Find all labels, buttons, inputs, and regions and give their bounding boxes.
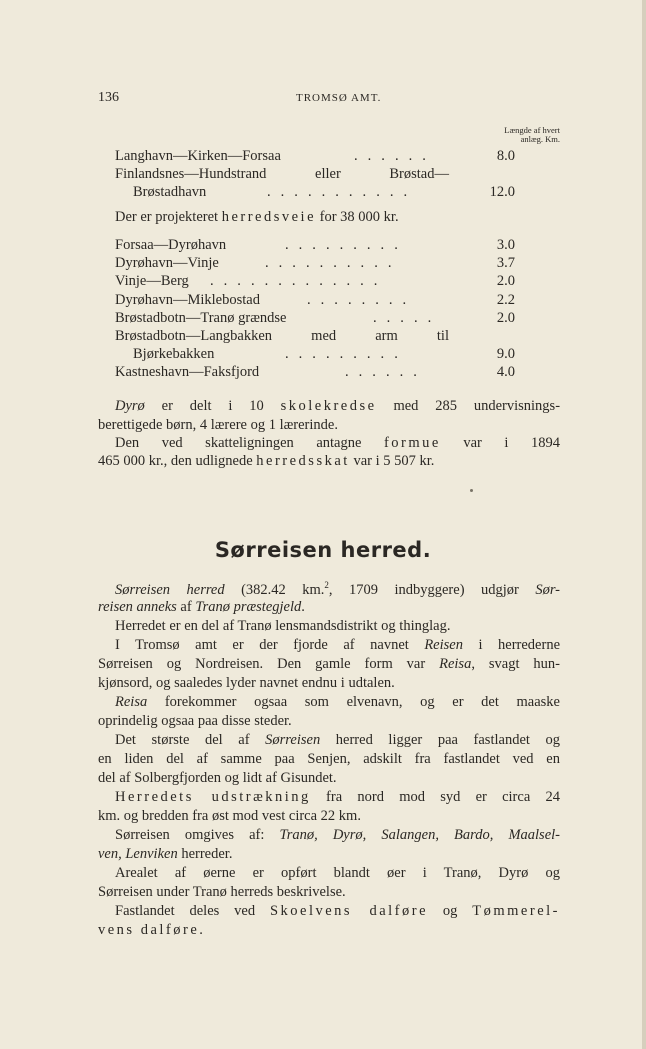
projected-text-post: for 38 000 kr.	[319, 209, 399, 225]
body-line: kjønsord, og saaledes lyder navnet endnu i udtalen.	[98, 675, 395, 691]
route-length: 8.0	[496, 148, 515, 164]
table-row	[115, 310, 515, 328]
text: reisen anneks	[98, 599, 177, 615]
text: herreder.	[181, 846, 233, 862]
body-line: oprindelig ogsaa paa disse steder.	[98, 713, 292, 729]
text: Tranø, Dyrø, Salangen, Bardo, Maalsel-	[279, 827, 560, 843]
body-line	[115, 903, 560, 922]
table-row	[115, 328, 515, 346]
body-line: km. og bredden fra øst mod vest circa 22 km.	[98, 808, 361, 824]
spaced-term: vens dalføre	[98, 922, 200, 938]
body-line	[115, 580, 560, 599]
road-table-a	[115, 148, 515, 203]
route-label: Bjørkebakken	[133, 346, 215, 363]
text: I Tromsø amt er der fjorde af navnet	[115, 637, 409, 653]
column-header-line2: anlæg. Km.	[520, 134, 560, 144]
leader-dots: . . . . . . . . . . . . .	[210, 273, 381, 290]
route-label: Langhavn—Kirken—Forsaa	[115, 148, 281, 164]
route-length: 12.0	[489, 184, 515, 201]
route-label: Vinje—Berg	[115, 273, 189, 290]
route-label: Brøstadbotn—Langbakken med arm til	[115, 327, 449, 344]
table-row	[115, 148, 515, 166]
route-label: Dyrøhavn—Miklebostad	[115, 291, 260, 308]
route-label: Finlandsnes—Hundstrand eller Brøstad—	[115, 166, 449, 183]
text: .	[199, 922, 203, 938]
dyro-line-2: berettigede børn, 4 lærere og 1 lærerinde.	[98, 417, 338, 433]
spaced-term: Tømmerel-	[472, 903, 560, 919]
text: Sørreisen	[265, 732, 321, 748]
text: Sør-	[535, 581, 561, 598]
text: (382.42 km.	[241, 581, 325, 598]
text: forekommer ogsaa som elvenavn, og er det maaske	[164, 694, 560, 710]
page-header	[98, 90, 558, 110]
body-line	[115, 827, 560, 846]
route-length: 9.0	[496, 346, 515, 363]
route-label: Forsaa—Dyrøhavn	[115, 237, 227, 253]
text: Tranø præstegjeld	[195, 599, 302, 615]
text: , svagt hun-	[471, 656, 560, 672]
leader-dots: . . . . . .	[345, 364, 421, 381]
page-number: 136	[98, 90, 119, 105]
text: Sørreisen omgives af:	[115, 827, 265, 843]
body-line	[115, 789, 560, 808]
text: Reisen	[424, 637, 463, 653]
dyro-name: Dyrø	[115, 398, 145, 414]
spaced-term: herredsskat	[256, 453, 350, 469]
leader-dots: . . . . .	[373, 309, 435, 326]
text: var i 5 507 kr.	[353, 453, 435, 469]
text: og	[442, 903, 458, 919]
leader-dots: . . . . . .	[354, 148, 430, 164]
route-length: 3.0	[496, 237, 515, 253]
route-length: 2.0	[496, 273, 515, 290]
body-line: Sørreisen under Tranø herreds beskrivelse.	[98, 884, 346, 900]
route-length: 4.0	[496, 364, 515, 381]
body-line	[98, 846, 560, 865]
text: Sørreisen herred	[115, 581, 225, 598]
table-row	[115, 255, 515, 273]
text: Det største del af	[115, 732, 250, 748]
body-line	[98, 599, 560, 618]
projected-line	[115, 209, 505, 228]
spaced-term: formue	[383, 435, 441, 451]
table-row	[115, 237, 515, 255]
spaced-term: skolekredse	[280, 398, 377, 414]
road-table-b	[115, 237, 515, 383]
text: Fastlandet deles ved	[115, 903, 256, 919]
leader-dots: . . . . . . . . . .	[265, 255, 395, 272]
text: fra nord mod syd er circa 24	[326, 789, 560, 805]
text: Sørreisen og Nordreisen. Den gamle form var	[98, 656, 426, 672]
table-row	[115, 184, 515, 202]
text: Den ved skatteligningen antagne	[115, 435, 362, 451]
body-line	[115, 732, 560, 751]
dyro-line-4	[98, 453, 538, 472]
body-line	[115, 637, 560, 656]
table-row	[115, 273, 515, 291]
dyro-line-1	[115, 398, 560, 417]
table-row	[115, 166, 515, 184]
table-row	[115, 364, 515, 382]
text: i herrederne	[478, 637, 561, 653]
ornament-dot	[470, 489, 473, 492]
text: af	[180, 599, 192, 615]
superscript: 2	[324, 580, 329, 590]
text: med 285 undervisnings-	[393, 398, 561, 414]
route-label: Brøstadbotn—Tranø grændse	[115, 309, 287, 326]
projected-text-pre: Der er projekteret	[115, 209, 219, 225]
text: herred ligger paa fastlandet og	[335, 732, 561, 748]
dyro-line-3	[115, 435, 560, 454]
body-line	[98, 922, 560, 941]
leader-dots: . . . . . . . . .	[285, 237, 402, 253]
spaced-term: Herredets udstrækning	[115, 789, 311, 805]
running-title: TROMSØ AMT.	[296, 92, 382, 104]
route-length: 2.2	[496, 291, 515, 308]
route-length: 3.7	[496, 255, 515, 272]
body-line	[115, 694, 560, 713]
leader-dots: . . . . . . . . . . .	[267, 184, 411, 201]
text: Reisa	[115, 694, 148, 710]
text: Reisa	[439, 656, 472, 672]
column-header	[420, 126, 560, 144]
body-line	[98, 656, 560, 675]
text: .	[301, 599, 305, 615]
body-line: Arealet af øerne er opført blandt øer i Tranø, Dyrø og	[115, 865, 560, 881]
body-line: del af Solbergfjorden og lidt af Gisundet.	[98, 770, 337, 786]
body-line: Herredet er en del af Tranø lensmandsdistrikt og thinglag.	[115, 618, 451, 634]
route-label: Brøstadhavn	[133, 184, 207, 201]
body-line: en liden del af samme paa Senjen, adskilt fra fastlandet ved en	[98, 751, 560, 767]
text: 465 000 kr., den udlignede	[98, 453, 253, 469]
text: , 1709 indbyggere) udgjør	[328, 581, 519, 598]
text: er delt i 10	[161, 398, 264, 414]
route-label: Dyrøhavn—Vinje	[115, 255, 219, 272]
column-header-line1: Længde af hvert	[504, 125, 560, 135]
leader-dots: . . . . . . . .	[307, 291, 410, 308]
projected-spaced: herredsveie	[221, 209, 317, 225]
text: var i 1894	[463, 435, 561, 451]
route-label: Kastneshavn—Faksfjord	[115, 364, 260, 381]
leader-dots: . . . . . . . . .	[285, 346, 402, 363]
table-row	[115, 292, 515, 310]
section-title: Sørreisen herred.	[214, 538, 432, 562]
route-length: 2.0	[496, 309, 515, 326]
spaced-term: Skoelvens dalføre	[269, 903, 429, 919]
page-edge	[642, 0, 646, 1049]
table-row	[115, 346, 515, 364]
text: ven, Lenviken	[98, 846, 178, 862]
